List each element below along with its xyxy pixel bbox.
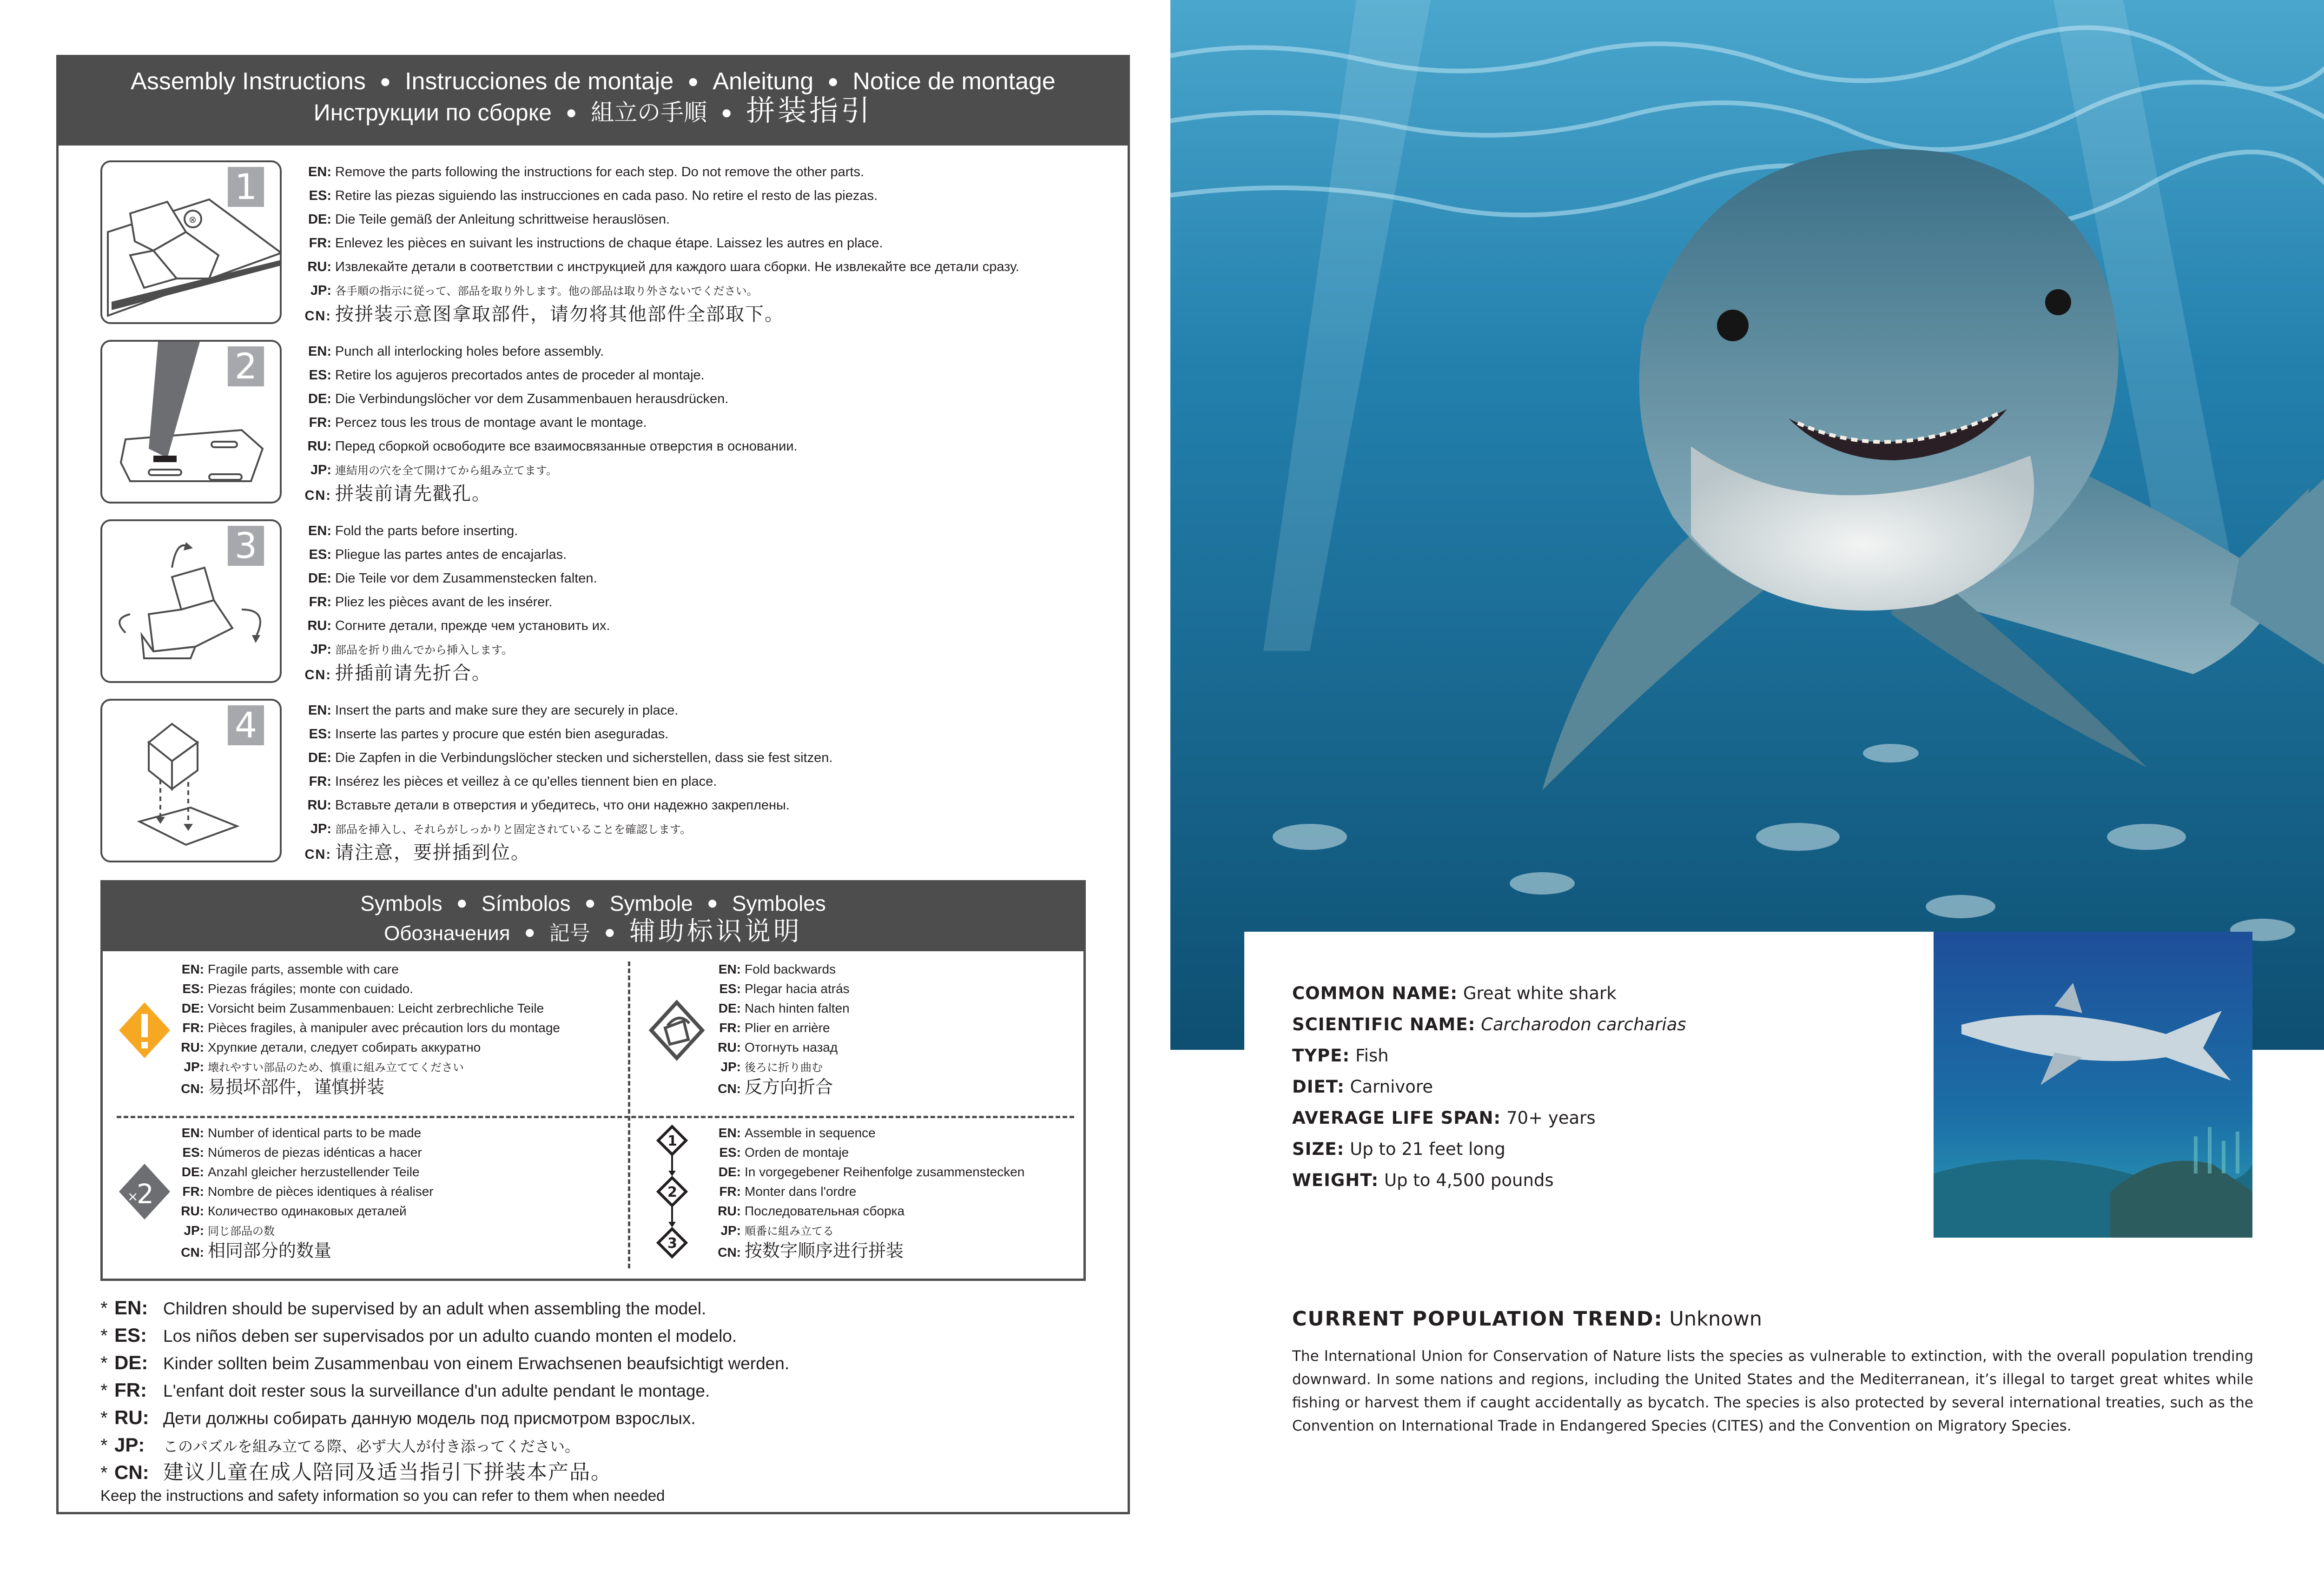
step-3-line-de: DE: Die Teile vor dem Zusammenstecken falten. [308,571,597,586]
step-4-illustration [100,699,282,862]
fact-scientific-name: SCIENTIFIC NAME: Carcharodon carcharias [1292,1014,1686,1034]
svg-text:⊗: ⊗ [189,214,197,225]
warning-ru: * RU: Дети должны собирать данную модель под присмотром взрослых. [100,1406,696,1428]
step-4-line-fr: FR: Insérez les pièces et veillez à ce qu'elles tiennent bien en place. [309,774,717,789]
symbol-fragile-text: EN: Fragile parts, assemble with care ES: Piezas frágiles; monte con cuidado. DE: Vorsicht beim Zusammenbauen: Leicht zerbrechliche Teile FR: Pièces fragiles, à manipuler avec précaution lors du montage RU: Хрупкие детали, следует собирать аккуратно JP: 壊れやすい部品のため、慎重に組み立ててください CN: 易损坏部件，谨慎拼装 [181,962,560,1097]
fact-size: SIZE: Up to 21 feet long [1292,1139,1505,1159]
header-title-cn: 拼装指引 [746,95,873,127]
symbol-fold-backwards [628,951,1111,1107]
step-2 [100,340,1100,505]
step-2-number: 2 [228,346,264,386]
identical-parts-icon [114,1159,175,1229]
symbols-header-line-2: Обозначения ● 記号 ● 辅助标识说明 [384,916,802,946]
warning-cn: * CN: 建议儿童在成人陪同及适当指引下拼装本产品。 [100,1461,612,1484]
warning-es: * ES: Los niños deben ser supervisados por un adulto cuando monten el modelo. [100,1324,737,1346]
safety-warnings [100,1294,1114,1486]
symbols-legend [100,880,1086,1281]
step-1-line-jp: JP: 各手順の指示に従って、部品を取り外します。他の部品は取り外さないでください。 [310,283,758,298]
header-title-fr: Notice de montage [852,68,1056,95]
great-white-shark-photo [1170,0,2324,1050]
symbol-assemble-sequence [628,1115,1111,1271]
step-3-line-fr: FR: Pliez les pièces avant de les insérer. [309,595,553,610]
header-line-2: Инструкции по сборке ● 組立の手順 ● 拼装指引 [313,95,873,127]
step-4-line-cn: CN: 请注意，要拼插到位。 [304,842,530,863]
step-4-line-es: ES: Inserte las partes y procure que estén bien aseguradas. [309,727,669,742]
assemble-sequence-icon [654,1124,691,1264]
fold-backwards-icon [647,998,707,1067]
step-4-line-ru: RU: Вставьте детали в отверстия и убедитесь, что они надежно закреплены. [307,798,790,813]
svg-text:2: 2 [137,1178,154,1210]
step-1-text [298,160,1100,326]
warning-en: * EN: Children should be supervised by an adult when assembling the model. [100,1297,706,1319]
shark-illustration [1170,0,2324,1050]
symbol-identical-parts [103,1115,586,1271]
fact-common-name: COMMON NAME: Great white shark [1292,983,1617,1003]
step-2-illustration [100,340,282,504]
fact-type: TYPE: Fish [1292,1046,1389,1066]
step-4-text [298,699,1100,865]
population-trend-title: CURRENT POPULATION TREND: Unknown [1292,1307,1763,1331]
step-2-line-de: DE: Die Verbindungslöcher vor dem Zusammenbauen herausdrücken. [308,391,729,406]
step-1-line-cn: CN: 按拼装示意图拿取部件，请勿将其他部件全部取下。 [304,304,784,325]
instructions-header [59,57,1128,146]
step-1-illustration [100,160,282,324]
svg-text:1: 1 [667,1133,677,1149]
warning-jp: * JP: このパズルを組み立てる際、必ず大人が付き添ってください。 [100,1434,580,1456]
step-1-line-fr: FR: Enlevez les pièces en suivant les instructions de chaque étape. Laissez les autres en place. [309,236,883,251]
symbols-header-line-1: Symbols ● Símbolos ● Symbole ● Symboles [360,891,826,915]
assembly-instructions-panel [56,55,1130,1514]
step-3-line-en: EN: Fold the parts before inserting. [308,524,518,538]
step-4-line-de: DE: Die Zapfen in die Verbindungslöcher stecken und sicherstellen, dass sie fest sitzen. [308,750,833,765]
step-3-line-es: ES: Pliegue las partes antes de encajarlas. [309,547,567,562]
fact-diet: DIET: Carnivore [1292,1077,1433,1097]
step-3-line-jp: JP: 部品を折り曲んでから挿入します。 [310,642,513,657]
step-3 [100,519,1100,685]
step-3-illustration [100,519,282,683]
step-3-line-ru: RU: Согните детали, прежде чем установить их. [307,618,610,633]
svg-text:3: 3 [667,1235,677,1252]
step-2-line-jp: JP: 連結用の穴を全て開けてから組み立てます。 [310,463,558,477]
symbols-header [103,882,1083,951]
header-title-de: Anleitung [713,68,814,95]
shark-small-photo [1934,932,2252,1238]
header-title-ru: Инструкции по сборке [313,99,552,126]
fact-weight: WEIGHT: Up to 4,500 pounds [1292,1170,1554,1190]
shark-side-view-illustration [1934,932,2252,1238]
step-2-line-fr: FR: Percez tous les trous de montage avant le montage. [309,415,647,430]
step-2-line-en: EN: Punch all interlocking holes before assembly. [308,344,604,359]
step-1-line-de: DE: Die Teile gemäß der Anleitung schrittweise herauslösen. [308,212,670,227]
step-1-line-es: ES: Retire las piezas siguiendo las instrucciones en cada paso. No retire el resto de las piezas. [309,188,878,203]
step-2-text [298,340,1100,506]
keep-instructions-note: Keep the instructions and safety information so you can refer to them when needed [100,1487,665,1504]
header-title-jp: 組立の手順 [591,99,707,126]
step-4-line-jp: JP: 部品を挿入し、それらがしっかりと固定されていることを確認します。 [310,822,692,836]
shark-facts [1292,978,1686,1196]
header-title-en: Assembly Instructions [131,68,366,95]
header-line-1: Assembly Instructions ● Instrucciones de montaje ● Anleitung ● Notice de montage [131,68,1056,95]
svg-text:×: × [127,1189,139,1204]
step-2-line-es: ES: Retire los agujeros precortados antes de proceder al montaje. [309,368,705,383]
header-title-es: Instrucciones de montaje [405,68,674,95]
fragile-warning-icon [114,998,175,1067]
svg-text:2: 2 [667,1184,677,1200]
step-3-number: 3 [228,526,264,566]
step-2-line-ru: RU: Перед сборкой освободите все взаимосвязанные отверстия в основании. [307,439,798,454]
step-1-line-ru: RU: Извлекайте детали в соответствии с инструкцией для каждого шага сборки. Не извлекайте все детали сразу. [307,259,1019,274]
symbol-assemble-sequence-text: EN: Assemble in sequence ES: Orden de montaje DE: In vorgegebener Reihenfolge zusammenstecken FR: Monter dans l'ordre RU: Последовательная сборка JP: 順番に組み立てる CN: 按数字顺序进行拼装 [718,1126,1025,1261]
fact-life-span: AVERAGE LIFE SPAN: 70+ years [1292,1108,1596,1128]
step-1 [100,160,1100,326]
step-4-line-en: EN: Insert the parts and make sure they are securely in place. [308,703,679,718]
step-4-number: 4 [228,705,264,745]
population-trend-text: The International Union for Conservation of Nature lists the species as vulnerable to extinction, with the overall population trending downward. In some nations and regions, including the United States and the Mediterranean, it’s illegal to target great whites while fishing or harvest them if caught accidentally as bycatch. The species is also protected by several international treaties, such as the Convention on International Trade in Endangered Species (CITES) and the Convention on Migratory Species. [1292,1348,2253,1434]
step-1-number: 1 [228,167,264,207]
symbol-fold-backwards-text: EN: Fold backwards ES: Plegar hacia atrás DE: Nach hinten falten FR: Plier en arrière RU: Отогнуть назад JP: 後ろに折り曲む CN: 反方向折合 [718,962,850,1097]
step-3-line-cn: CN: 拼插前请先折合。 [304,663,491,683]
symbol-identical-parts-text: EN: Number of identical parts to be made ES: Números de piezas idénticas a hacer DE: Anzahl gleicher herzustellender Teile FR: Nombre de pièces identiques à réaliser RU: Количество одинаковых деталей JP: 同じ部品の数 CN: 相同部分的数量 [181,1126,434,1261]
step-3-text [298,519,1100,685]
step-2-line-cn: CN: 拼装前请先戳孔。 [304,484,491,504]
warning-fr: * FR: L'enfant doit rester sous la surveillance d'un adulte pendant le montage. [100,1379,710,1401]
step-4 [100,699,1100,864]
symbol-fragile [103,951,586,1107]
step-1-line-en: EN: Remove the parts following the instructions for each step. Do not remove the other parts. [308,165,865,179]
warning-de: * DE: Kinder sollten beim Zusammenbau von einem Erwachsenen beaufsichtigt werden. [100,1352,790,1373]
